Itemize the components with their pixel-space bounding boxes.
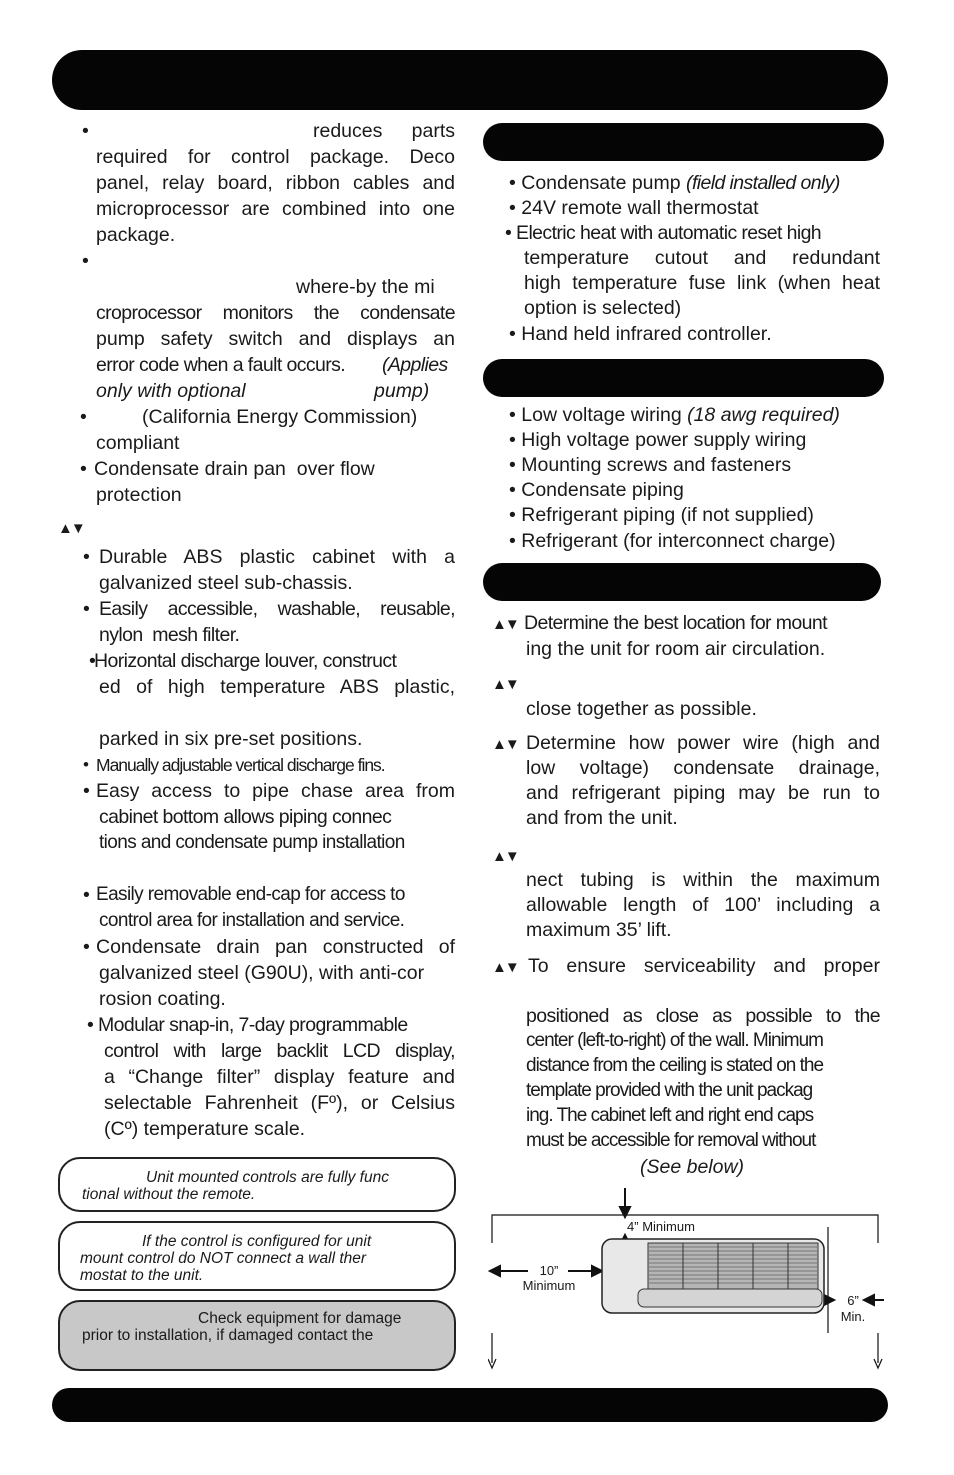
location-text: distance from the ceiling is stated on the [526, 1055, 824, 1076]
option-text: 24V remote wall thermostat [521, 197, 759, 219]
location-text: allowable length of 100’ including a [526, 894, 880, 916]
note-text: tional without the remote. [82, 1186, 256, 1203]
location-text: and from the unit. [526, 807, 678, 829]
feature-text: required for control package. Deco [96, 146, 455, 168]
cabinet-text: Manually adjustable vertical discharge fins. [96, 755, 385, 775]
supply-text: Refrigerant (for interconnect charge) [521, 530, 836, 552]
feature-text: pump safety switch and displays an [96, 328, 455, 350]
bullet: • [87, 1014, 94, 1036]
option-text: Electric heat with automatic reset high [516, 222, 822, 244]
feature-text: (Applies [382, 354, 448, 376]
supply-item: • Refrigerant piping (if not supplied) [509, 504, 814, 526]
location-text: positioned as close as possible to the [526, 1005, 880, 1027]
cabinet-text: (Cº) temperature scale. [104, 1118, 306, 1140]
location-text: close together as possible. [526, 698, 757, 720]
feature-text: protection [96, 484, 182, 506]
option-text: high temperature fuse link (when heat [524, 272, 880, 294]
cabinet-text: galvanized steel (G90U), with anti-cor [99, 962, 425, 984]
supply-text: Condensate piping [521, 479, 684, 501]
location-text: maximum 35’ lift. [526, 919, 672, 941]
right-clearance-label: Min. [840, 1309, 866, 1324]
cabinet-text: tions and condensate pump installation [99, 832, 405, 853]
note-text: Check equipment for damage [198, 1310, 402, 1327]
feature-text: microprocessor are combined into one [96, 198, 455, 220]
note-text: If the control is configured for unit [142, 1233, 372, 1250]
option-text: temperature cutout and redundant [524, 247, 880, 269]
triangle-marker-icon: ▲▼ [492, 676, 518, 693]
feature-text: panel, relay board, ribbon cables and [96, 172, 455, 194]
feature-text: compliant [96, 432, 180, 454]
bullet: • [82, 120, 89, 142]
triangle-marker-icon: ▲▼ [492, 736, 518, 753]
supply-item: • High voltage power supply wiring [509, 429, 807, 451]
supply-note: (18 awg required) [687, 404, 840, 426]
location-text: nect tubing is within the maximum [526, 869, 880, 891]
supply-item: • Low voltage wiring (18 awg required) [509, 404, 840, 426]
top-clearance-label: 4” Minimum [627, 1219, 695, 1234]
feature-text: error code when a fault occurs. [96, 354, 346, 376]
note-text: Unit mounted controls are fully func [146, 1169, 389, 1186]
section-header-bar [483, 359, 884, 397]
note-text: prior to installation, if damaged contact the [82, 1327, 374, 1344]
cabinet-text: nylon mesh filter. [99, 624, 240, 646]
feature-text: pump) [374, 380, 430, 402]
cabinet-text: parked in six pre-set positions. [99, 728, 363, 750]
feature-text: package. [96, 224, 176, 246]
supply-text: Low voltage wiring [521, 404, 682, 426]
note-box [58, 1157, 456, 1212]
cabinet-text: Durable ABS plastic cabinet with a [99, 546, 455, 568]
supply-item: • Refrigerant (for interconnect charge) [509, 530, 836, 552]
bullet: • [83, 598, 90, 620]
location-text: low voltage) condensate drainage, [526, 757, 880, 779]
clearance-diagram [488, 1185, 884, 1375]
location-text: Determine how power wire (high and [526, 732, 880, 754]
feature-text: croprocessor monitors the condensate [96, 302, 455, 324]
supply-text: High voltage power supply wiring [521, 429, 807, 451]
bullet: • [83, 884, 90, 906]
bullet: • [89, 650, 96, 672]
location-text: (See below) [640, 1156, 745, 1178]
note-text: mount control do NOT connect a wall ther [80, 1250, 367, 1267]
section-header-bar [483, 123, 884, 161]
cabinet-text: Easily accessible, washable, reusable, [99, 598, 455, 620]
bullet: • [83, 780, 90, 802]
option-text: Hand held infrared controller. [521, 323, 772, 345]
cabinet-text: ed of high temperature ABS plastic, [99, 676, 455, 698]
option-item: • 24V remote wall thermostat [509, 197, 759, 219]
cabinet-text: control area for installation and service. [99, 910, 405, 931]
note-box-warning [58, 1300, 456, 1371]
bullet: • [80, 406, 87, 428]
cabinet-text: Modular snap-in, 7-day programmable [98, 1014, 408, 1036]
cabinet-text: Horizontal discharge louver, construct [94, 650, 397, 672]
left-clearance-label: Minimum [522, 1278, 576, 1293]
location-text: must be accessible for removal without [526, 1130, 816, 1151]
option-note: (field installed only) [686, 172, 840, 194]
supply-item: • Condensate piping [509, 479, 684, 501]
bullet: • [83, 755, 89, 774]
cabinet-text: Easy access to pipe chase area from [96, 780, 455, 802]
note-text: mostat to the unit. [80, 1267, 204, 1284]
location-text: center (left-to-right) of the wall. Minimum [526, 1030, 823, 1051]
cabinet-text: Condensate drain pan constructed of [96, 936, 455, 958]
feature-text: Condensate drain pan over flow [94, 458, 375, 480]
feature-text: only with optional [96, 380, 246, 402]
cabinet-text: a “Change filter” display feature and [104, 1066, 455, 1088]
supply-text: Mounting screws and fasteners [521, 454, 792, 476]
top-header-banner [52, 50, 888, 110]
left-clearance-label: 10” [539, 1263, 559, 1278]
option-text: option is selected) [524, 297, 682, 319]
bullet: • [83, 546, 90, 568]
triangle-marker-icon: ▲▼ [492, 959, 518, 976]
bottom-footer-banner [52, 1388, 888, 1422]
location-text: ing the unit for room air circulation. [526, 638, 826, 660]
feature-text: reduces parts [313, 120, 455, 142]
feature-text: where-by the mi [296, 276, 435, 298]
cabinet-text: control with large backlit LCD display, [104, 1040, 455, 1062]
location-text: Determine the best location for mount [524, 612, 827, 634]
cabinet-text: Easily removable end-cap for access to [96, 884, 405, 905]
supply-text: Refrigerant piping (if not supplied) [521, 504, 814, 526]
option-text: Condensate pump [521, 172, 681, 194]
location-text: To ensure serviceability and proper [528, 955, 880, 977]
location-text: and refrigerant piping may be run to [526, 782, 880, 804]
option-item: • Condensate pump (field installed only) [509, 172, 840, 194]
location-text: template provided with the unit packag [526, 1080, 813, 1101]
triangle-marker-icon: ▲▼ [492, 616, 518, 633]
cabinet-text: selectable Fahrenheit (Fº), or Celsius [104, 1092, 455, 1114]
feature-text: (California Energy Commission) [142, 406, 418, 428]
cabinet-text: galvanized steel sub-chassis. [99, 572, 353, 594]
note-box [58, 1221, 456, 1291]
right-clearance-label: 6” [847, 1293, 859, 1308]
option-item: • Hand held infrared controller. [509, 323, 772, 345]
cabinet-text: cabinet bottom allows piping connec [99, 806, 392, 828]
triangle-marker-icon: ▲▼ [492, 848, 518, 865]
supply-item: • Mounting screws and fasteners [509, 454, 792, 476]
bullet: • [80, 458, 87, 480]
location-text: ing. The cabinet left and right end caps [526, 1105, 814, 1126]
section-header-bar [483, 563, 881, 601]
triangle-marker-icon: ▲▼ [58, 520, 84, 537]
bullet: • [82, 250, 89, 272]
bullet: • [83, 936, 90, 958]
cabinet-text: rosion coating. [99, 988, 226, 1010]
option-item: • Electric heat with automatic reset high [505, 222, 822, 244]
